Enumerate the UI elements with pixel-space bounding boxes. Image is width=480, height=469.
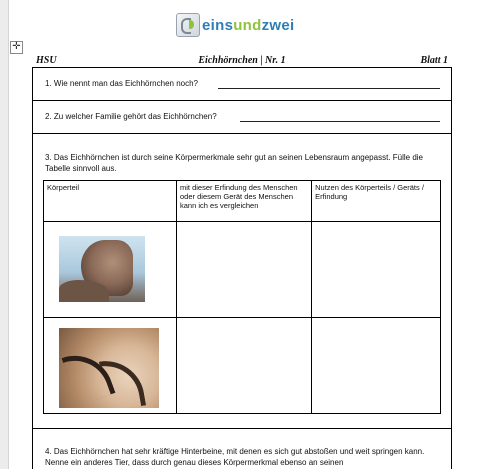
question-3: 3. Das Eichhörnchen ist durch seine Körpermerkmale sehr gut an seinen Lebensraum angepasst. Fülle die Tabelle sinnvoll aus.: [45, 153, 423, 173]
header-sheet-number: Blatt 1: [420, 55, 448, 66]
logo-mark-icon: [176, 13, 200, 37]
answer-line-1[interactable]: [218, 88, 440, 89]
answer-table: [43, 180, 441, 414]
squirrel-claw-photo: [59, 328, 159, 408]
question-1: 1. Wie nennt man das Eichhörnchen noch?: [45, 79, 198, 88]
frame-divider-3: [32, 428, 452, 429]
frame-left-border: [32, 67, 33, 469]
table-header-invention: mit dieser Erfindung des Menschen oder diesem Gerät des Menschen kann ich es vergleichen: [177, 181, 312, 222]
frame-divider-1: [32, 100, 452, 101]
table-cell-claw-image: [44, 318, 177, 414]
table-cell-tail-image: [44, 222, 177, 318]
logo: [176, 12, 295, 38]
worksheet-header: [32, 53, 452, 67]
frame-divider-2: [32, 133, 452, 134]
table-cell-tail-invention[interactable]: [177, 222, 312, 318]
table-cell-claw-invention[interactable]: [177, 318, 312, 414]
question-4: 4. Das Eichhörnchen hat sehr kräftige Hinterbeine, mit denen es sich gut abstoßen und weit springen kann. Nenne ein anderes Tier, dass durch genau dieses Körpermerkmal ebenso an seinen: [45, 447, 425, 467]
table-cell-tail-benefit[interactable]: [312, 222, 441, 318]
header-subject: HSU: [36, 55, 57, 66]
answer-line-2[interactable]: [240, 121, 440, 122]
squirrel-tail-photo: [59, 236, 145, 302]
header-title: Eichhörnchen | Nr. 1: [198, 55, 286, 66]
header-divider: [32, 67, 452, 68]
table-cell-claw-benefit[interactable]: [312, 318, 441, 414]
question-2: 2. Zu welcher Familie gehört das Eichhörnchen?: [45, 112, 217, 121]
table-move-handle-icon[interactable]: ✛: [10, 41, 23, 54]
table-header-benefit: Nutzen des Körperteils / Geräts / Erfindung: [312, 181, 441, 222]
frame-right-border: [451, 67, 452, 469]
logo-text: einsundzwei: [202, 16, 295, 34]
table-header-body-part: Körperteil: [44, 181, 177, 222]
